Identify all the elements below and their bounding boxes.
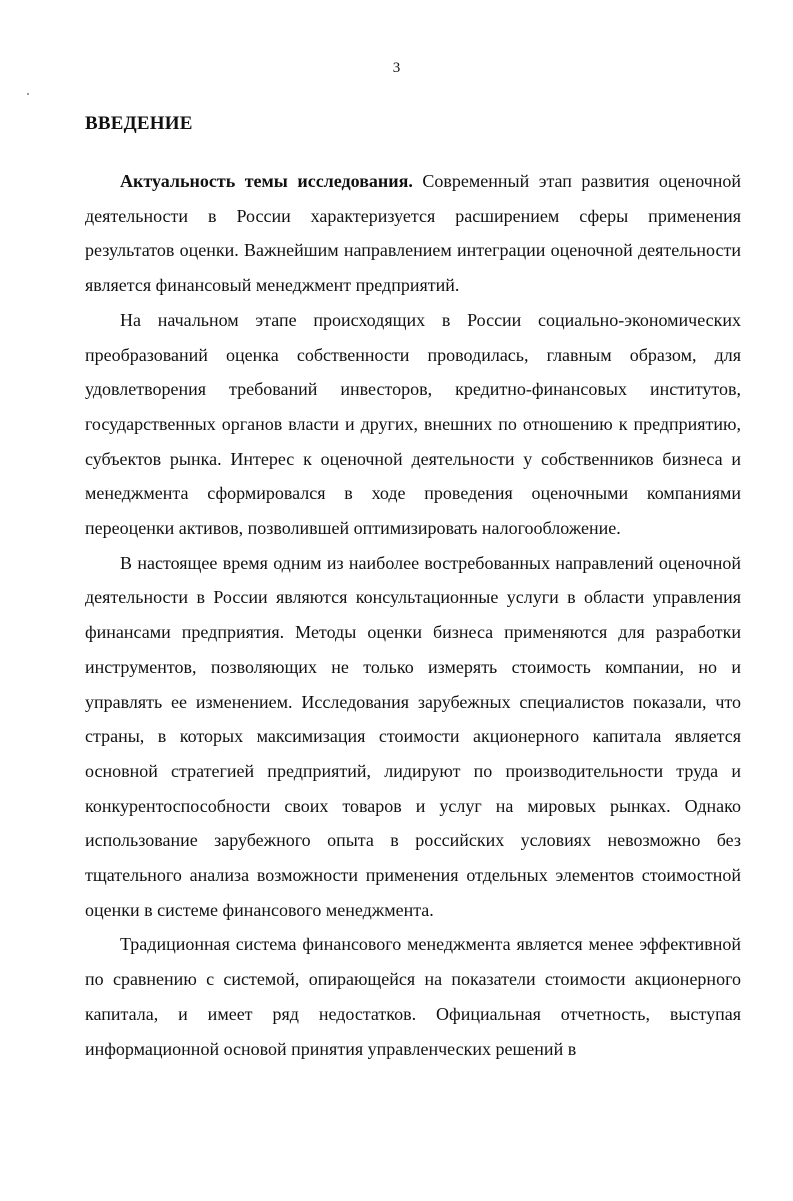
paragraph-current-state — [85, 546, 741, 928]
page-number: 3 — [392, 60, 401, 76]
body-text — [85, 164, 741, 1066]
paragraph-text: В настоящее время одним из наиболее востребованных направлений оценочной деятельности в России являются консультационные услуги в области управления финансами предприятия. Методы оценки бизнеса применяются для разработки инструментов, позволяющих не только измерять стоимость компании, но и управлять ее изменением. Исследования зарубежных специалистов показали, что страны, в которых максимизация стоимости акционерного капитала является основной стратегией предприятий, лидируют по производительности труда и конкурентоспособности своих товаров и услуг на мировых рынках. Однако использование зарубежного опыта в российских условиях невозможно без тщательного анализа возможности применения отдельных элементов стоимостной оценки в системе финансового менеджмента. — [85, 552, 741, 920]
paragraph-lead: Актуальность темы исследования. — [120, 171, 413, 191]
paragraph-text: На начальном этапе происходящих в России социально-экономических преобразований оценка собственности проводилась, главным образом, для удовлетворения требований инвесторов, кредитно-финансовых институтов, государственных органов власти и других, внешних по отношению к предприятию, субъектов рынка. Интерес к оценочной деятельности у собственников бизнеса и менеджмента сформировался в ходе проведения оценочными компаниями переоценки активов, позволившей оптимизировать налогообложение. — [85, 309, 741, 539]
paragraph-text: Современный этап развития оценочной деятельности в России характеризуется расширением сферы применения результатов оценки. Важнейшим направлением интеграции оценочной деятельности является финансовый менеджмент предприятий. — [85, 171, 742, 296]
paragraph-initial-stage — [85, 303, 741, 546]
section-heading: ВВЕДЕНИЕ — [85, 113, 193, 134]
paragraph-text: Традиционная система финансового менеджмента является менее эффективной по сравнению с системой, опирающейся на показатели стоимости акционерного капитала, и имеет ряд недостатков. Официальная отчетность, выступая информационной основой принятия управленческих решений в — [85, 934, 741, 1059]
paragraph-traditional-system — [85, 927, 741, 1066]
paragraph-relevance — [85, 164, 741, 303]
scan-speck — [27, 93, 29, 95]
